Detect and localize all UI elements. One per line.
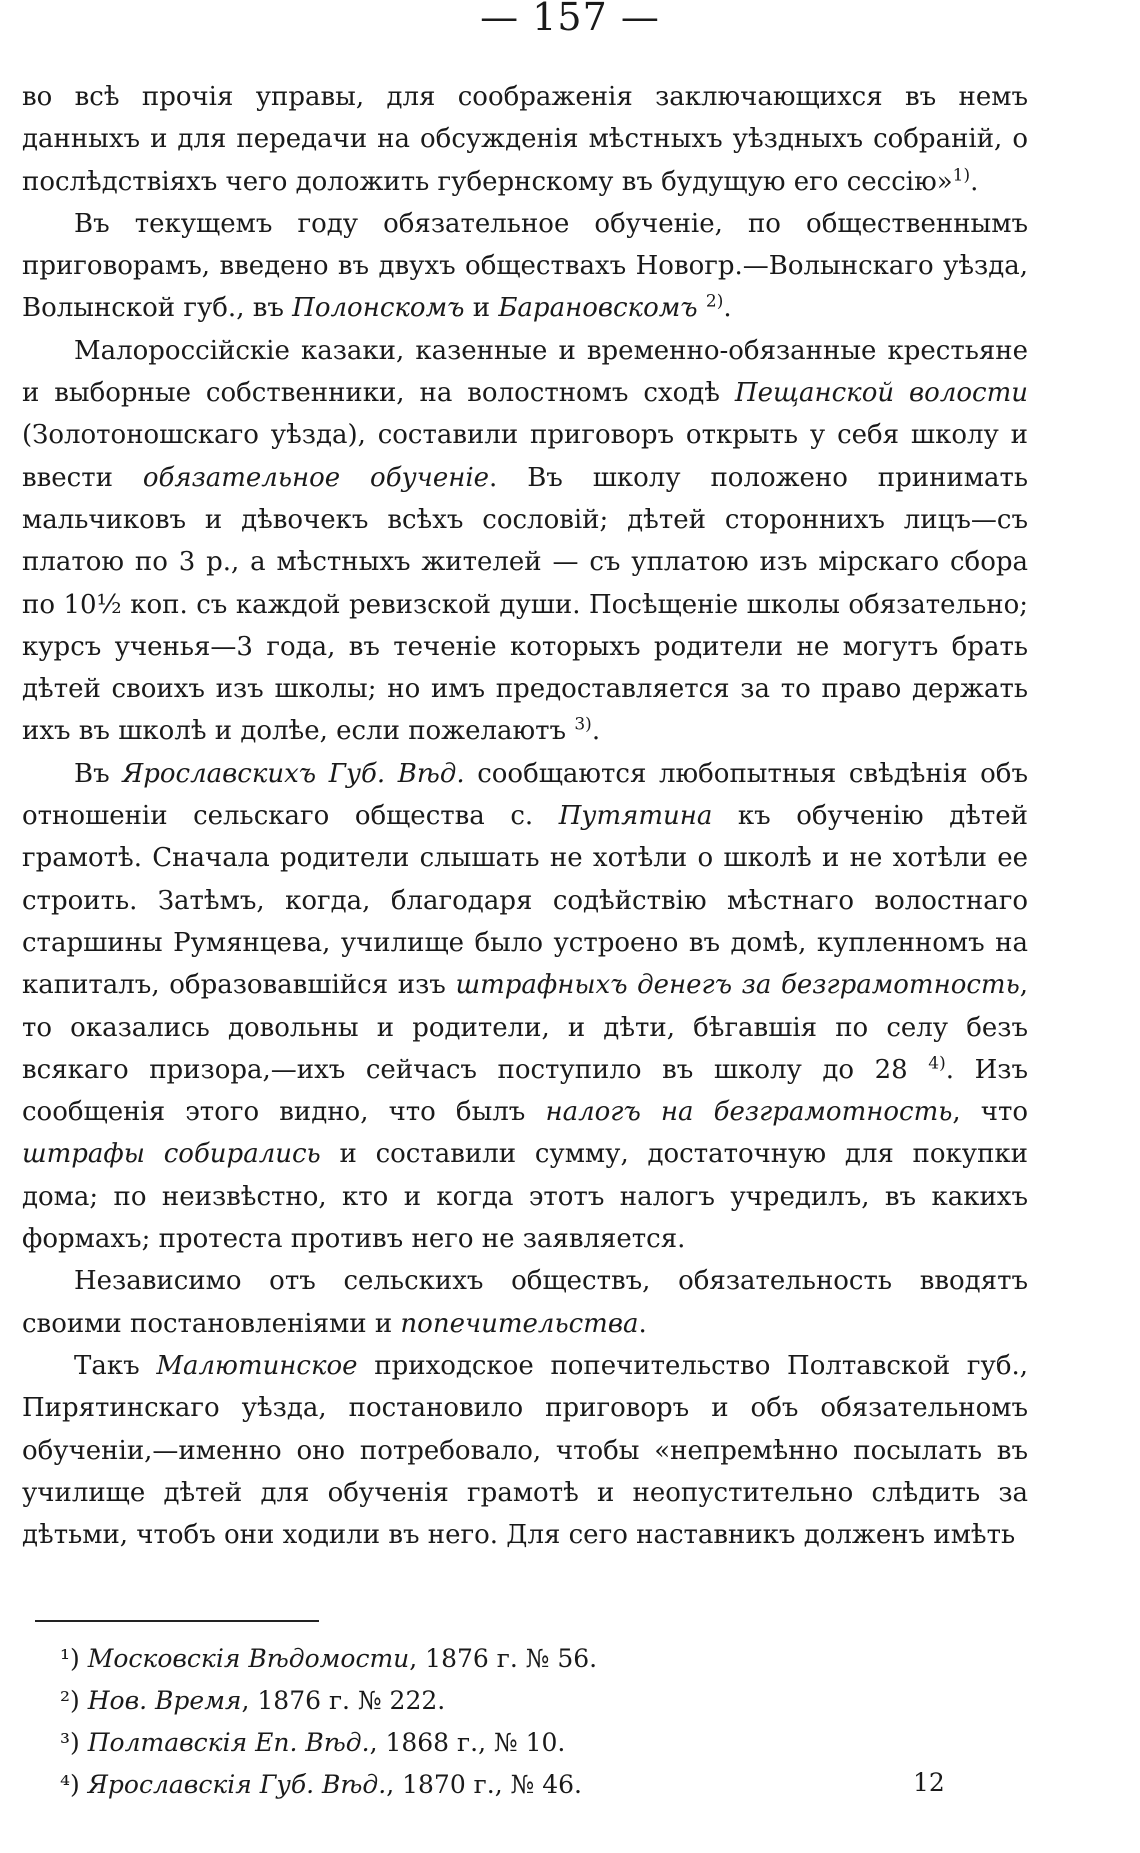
paragraph-2 — [22, 203, 1028, 330]
footnote-ref-number: 4 — [928, 1053, 940, 1074]
body-text — [22, 76, 1028, 1556]
footnote-source: Полтавскія Еп. Вѣд. — [87, 1728, 370, 1757]
footnote-ref-4: 4) — [928, 1053, 946, 1074]
italic-run: обязательное обученіе — [142, 462, 490, 493]
footnote-details: , 1870 г., № 46. — [386, 1770, 582, 1799]
text-run: , то оказались довольны и родители, и дѣти, бѣгавшія по селу безъ всякаго призора,—ихъ сейчасъ поступило въ школу до 28 — [22, 970, 1028, 1085]
footnote-3 — [60, 1722, 960, 1764]
footnote-ref-1: 1) — [952, 164, 971, 185]
paragraph-1 — [22, 76, 1028, 203]
italic-run: налогъ на безграмотность — [545, 1097, 953, 1128]
text-run: . — [591, 716, 601, 747]
footnote-ref-number: 2 — [705, 291, 717, 312]
paragraph-3 — [22, 330, 1028, 753]
text-run: и — [464, 293, 499, 324]
footnote-source: Ярославскія Губ. Вѣд. — [87, 1770, 387, 1799]
footnote-4 — [60, 1764, 960, 1806]
footnote-ref-3: 3) — [574, 714, 592, 735]
italic-run: попечительства — [400, 1308, 639, 1339]
text-run: . — [970, 166, 979, 197]
footnote-mark: ⁴) — [60, 1770, 80, 1799]
footnote-ref-number: 3 — [574, 714, 586, 735]
footnote-details: , 1868 г., № 10. — [369, 1728, 566, 1757]
italic-run: Путятина — [558, 801, 713, 832]
page-number: — 157 — — [480, 0, 660, 39]
italic-run: штрафныхъ денегъ за безграмотность — [455, 970, 1020, 1001]
footnote-mark: ²) — [60, 1686, 80, 1715]
footnote-details: , 1876 г. № 222. — [241, 1686, 446, 1715]
text-run: Въ текущемъ году обязательное обученіе, по общественнымъ приговорамъ, введено въ двухъ обществахъ Новогр.—Волынскаго уѣзда, Волынской губ., въ — [22, 208, 1028, 324]
text-run: , что — [952, 1097, 1028, 1128]
italic-run: Полонскомъ — [292, 293, 465, 324]
text-run: . — [723, 293, 732, 324]
text-run: сообщаются любопытныя свѣдѣнія объ отношеніи сельскаго общества с. — [22, 758, 1028, 832]
italic-run: Малютинское — [156, 1350, 358, 1381]
italic-run: Ярославскихъ Губ. Вѣд. — [122, 758, 465, 789]
text-run: . Въ школу положено принимать мальчиковъ и дѣвочекъ всѣхъ сословій; дѣтей стороннихъ лицъ—съ платою по 3 р., а мѣстныхъ жителей — съ уплатою изъ мірскаго сбора по 10½ коп. съ каждой ревизской души. Посѣщеніе школы обязательно; курсъ ученья—3 года, въ теченіе которыхъ родители не могутъ брать дѣтей своихъ изъ школы; но имъ предоставляется за то право держать ихъ въ школѣ и долѣе, если пожелаютъ — [22, 462, 1029, 747]
footnote-ref-2: 2) — [705, 291, 724, 312]
footnote-source: Московскія Вѣдомости — [87, 1644, 410, 1673]
italic-run: штрафы собирались — [22, 1139, 321, 1170]
footnote-mark: ¹) — [60, 1644, 80, 1673]
italic-run: Пещанской волости — [734, 378, 1029, 409]
signature-mark: 12 — [913, 1768, 945, 1797]
footnote-2 — [60, 1680, 960, 1722]
footnote-source: Нов. Время — [87, 1686, 242, 1715]
text-run: и составили сумму, достаточную для покупки дома; по неизвѣстно, кто и когда этотъ налогъ учредилъ, въ какихъ формахъ; протеста противъ него не заявляется. — [22, 1139, 1028, 1255]
footnote-details: , 1876 г. № 56. — [409, 1644, 598, 1673]
text-run: . — [638, 1308, 647, 1339]
paragraph-4 — [22, 753, 1028, 1261]
text-run: Малороссійскіе казаки, казенные и временно-обязанные крестьяне и выборные собственники, на волостномъ сходѣ — [22, 335, 1028, 409]
text-run: къ обученію дѣтей грамотѣ. Сначала родители слышать не хотѣли о школѣ и не хотѣли ее строить. Затѣмъ, когда, благодаря содѣйствію мѣстнаго волостнаго старшины Румянцева, училище было устроено въ домѣ, купленномъ на капиталъ, образовавшійся изъ — [22, 801, 1028, 1001]
paragraph-5 — [22, 1260, 1028, 1345]
footnote-1 — [60, 1638, 960, 1680]
footnote-ref-number: 1 — [952, 164, 964, 185]
footnotes — [60, 1638, 960, 1806]
paragraph-6 — [22, 1345, 1028, 1556]
text-run: (Золотоношскаго уѣзда), составили приговоръ открыть у себя школу и ввести — [22, 420, 1028, 493]
footnote-mark: ³) — [60, 1728, 80, 1757]
text-run: приходское попечительство Полтавской губ., Пирятинскаго уѣзда, постановило приговоръ и объ обязательномъ обученіи,—именно оно потребовало, чтобы «непремѣнно посылать въ училище дѣтей для обученія грамотѣ и неопустительно слѣдить за дѣтьми, чтобъ они ходили въ него. Для сего наставникъ долженъ имѣть — [22, 1350, 1028, 1551]
italic-run: Барановскомъ — [498, 293, 698, 324]
text-run: Независимо отъ сельскихъ обществъ, обязательность вводятъ своими постановленіями и — [22, 1266, 1028, 1339]
text-run: Въ — [74, 758, 123, 789]
text-run: . Изъ сообщенія этого видно, что былъ — [22, 1054, 1029, 1128]
footnote-divider — [35, 1620, 319, 1622]
text-run: во всѣ прочія управы, для соображенія заключающихся въ немъ данныхъ и для передачи на обсужденія мѣстныхъ уѣздныхъ собраній, о послѣдствіяхъ чего доложить губернскому въ будущую его сессію» — [22, 82, 1028, 197]
text-run: Такъ — [74, 1350, 157, 1381]
